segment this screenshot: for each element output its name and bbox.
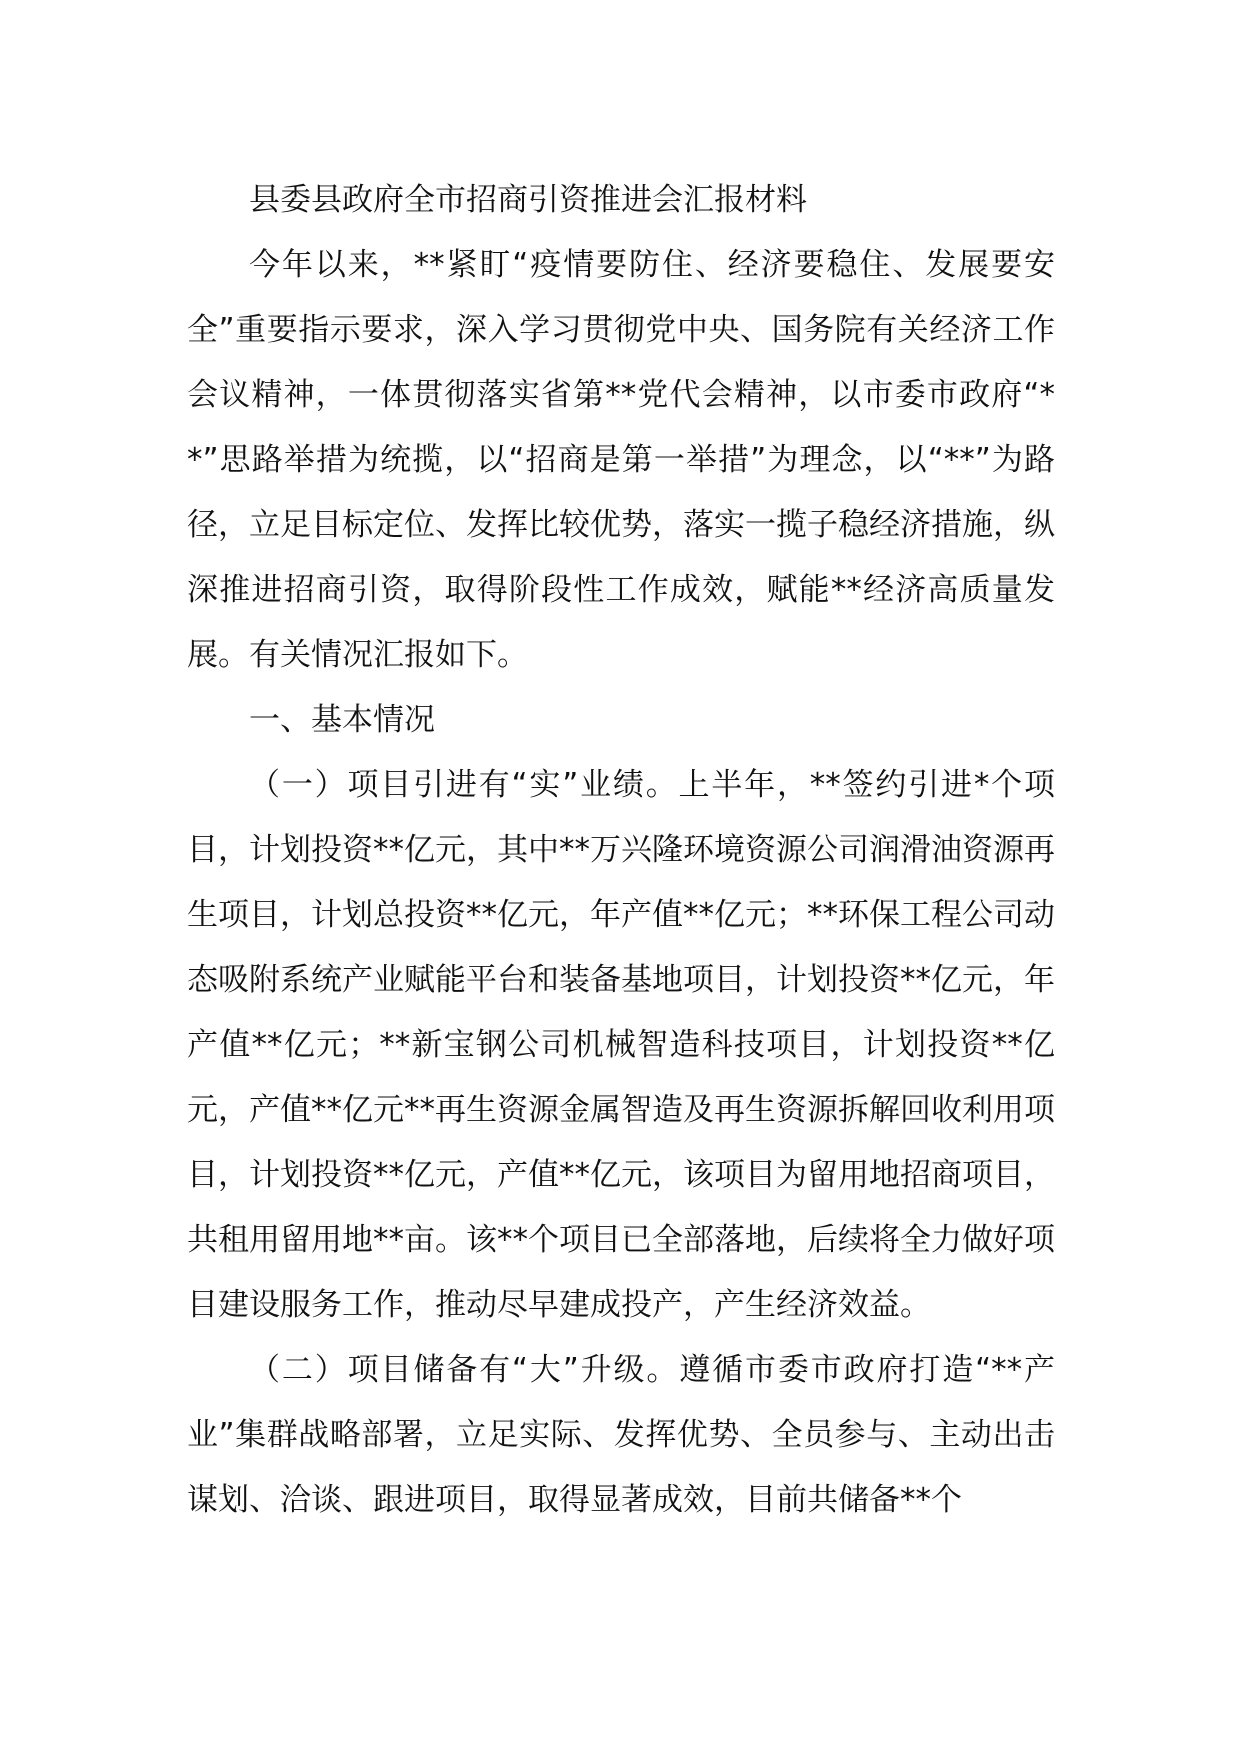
document-body	[187, 168, 1055, 1533]
paragraph-project-reserve: （二）项目储备有“大”升级。遵循市委市政府打造“**产业”集群战略部署，立足实际、发挥优势、全员参与、主动出击谋划、洽谈、跟进项目，取得显著成效，目前共储备**个	[187, 1352, 1055, 1518]
document-title: 县委县政府全市招商引资推进会汇报材料	[249, 182, 807, 218]
section-heading-basic-situation: 一、基本情况	[249, 702, 435, 738]
paragraph-project-introduction: （一）项目引进有“实”业绩。上半年，**签约引进*个项目，计划投资**亿元，其中**万兴隆环境资源公司润滑油资源再生项目，计划总投资**亿元，年产值**亿元；**环保工程公司动态吸附系统产业赋能平台和装备基地项目，计划投资**亿元，年产值**亿元；**新宝钢公司机械智造科技项目，计划投资**亿元，产值**亿元**再生资源金属智造及再生资源拆解回收利用项目，计划投资**亿元，产值**亿元，该项目为留用地招商项目，共租用留用地**亩。该**个项目已全部落地，后续将全力做好项目建设服务工作，推动尽早建成投产，产生经济效益。	[187, 767, 1055, 1323]
paragraph-intro: 今年以来，**紧盯“疫情要防住、经济要稳住、发展要安全”重要指示要求，深入学习贯彻党中央、国务院有关经济工作会议精神，一体贯彻落实省第**党代会精神，以市委市政府“**”思路举措为统揽，以“招商是第一举措”为理念，以“**”为路径，立足目标定位、发挥比较优势，落实一揽子稳经济措施，纵深推进招商引资，取得阶段性工作成效，赋能**经济高质量发展。有关情况汇报如下。	[187, 247, 1055, 673]
